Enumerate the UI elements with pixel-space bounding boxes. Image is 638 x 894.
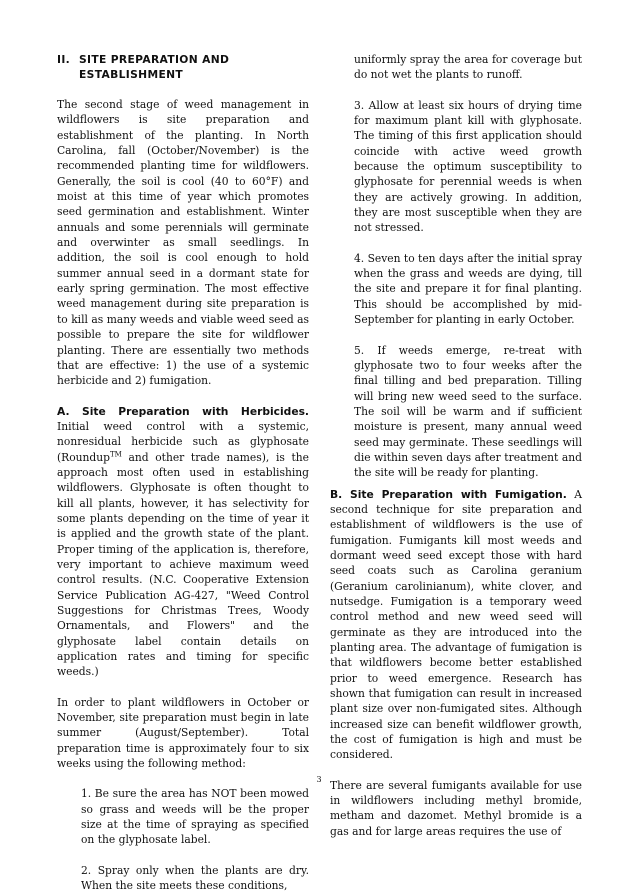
- fumigants-paragraph: There are several fumigants available for use in wildflowers including methyl bromide, metham and dazomet. Methyl bromide is a gas and for large areas requires the use of: [330, 778, 582, 838]
- step-3: 3. Allow at least six hours of drying time for maximum plant kill with glyphosate. The timing of this first application should coincide with active weed growth because the optimum susceptibility to glyphosate for perennial weeds is when they are actively growing. In addition, they are most susceptible when they are not stressed.: [354, 98, 582, 235]
- step-5: 5. If weeds emerge, re-treat with glyphosate two to four weeks after the final tilling and bed preparation. Tilling will bring new weed seed to the surface. The soil will be warm and if sufficient moisture is present, many annual weed seed may germinate. These seedlings will die within seven days after treatment and the site will be ready for planting.: [354, 343, 582, 480]
- herbicide-paragraph: [57, 404, 309, 680]
- trademark-mark: TM: [109, 450, 122, 458]
- herbicide-text-2: and other trade names), is the approach most often used in establishing wildflowers. Glyphosate is often thought to kill all plants, however, it has selectivity for some plants depending on the time of year it is applied and the growth state of the plant. Proper timing of the application is, therefore, very important to achieve maximum weed control results. (N.C. Cooperative Extension Service Publication AG-427, "Weed Control Suggestions for Christmas Trees, Woody Ornamentals, and Flowers" and the glyphosate label contain details on application rates and timing for specific weeds.): [57, 450, 309, 679]
- page-number: 3: [316, 775, 322, 784]
- herbicide-text-1: Initial weed control with a systemic, nonresidual herbicide such as glyphosate (Roundup: [57, 419, 309, 464]
- intro-paragraph: The second stage of weed management in wildflowers is site preparation and establishment of the planting. In North Carolina, fall (October/November) is the recommended planting time for wildflowers. Generally, the soil is cool (40 to 60°F) and moist at this time of year which promotes seed germination and establishment. Winter annuals and some perennials will germinate and overwinter as small seedlings. In addition, the soil is cool enough to hold summer annual seed in a dormant state for early spring germination. The most effective weed management during site preparation is to kill as many weeds and viable weed seed as possible to prepare the site for wildflower planting. There are essentially two methods that are effective: 1) the use of a systemic herbicide and 2) fumigation.: [57, 98, 309, 388]
- section-title-line1: SITE PREPARATION AND: [79, 53, 230, 66]
- planting-intro-paragraph: In order to plant wildflowers in October or November, site preparation must begin in late summer (August/September). Total preparation time is approximately four to six weeks using the following method:: [57, 695, 309, 771]
- section-heading: [57, 52, 309, 82]
- subsection-b-heading: B. Site Preparation with Fumigation.: [330, 487, 567, 501]
- section-number: II.: [57, 53, 71, 66]
- subsection-a-heading: A. Site Preparation with Herbicides.: [57, 404, 309, 418]
- step-2: 2. Spray only when the plants are dry. When the site meets these conditions,: [81, 863, 309, 893]
- fumigation-paragraph: [330, 487, 582, 763]
- step-4: 4. Seven to ten days after the initial spray when the grass and weeds are dying, till the site and prepare it for final planting. This should be accomplished by mid-September for planting in early October.: [354, 251, 582, 327]
- step-1: 1. Be sure the area has NOT been mowed so grass and weeds will be the proper size at the time of spraying as specified on the glyphosate label.: [81, 787, 309, 847]
- step-2-continued: uniformly spray the area for coverage but do not wet the plants to runoff.: [354, 53, 582, 82]
- right-column: [330, 52, 582, 839]
- left-column: [57, 52, 309, 894]
- section-title-line2: ESTABLISHMENT: [79, 68, 184, 81]
- fumigation-text: A second technique for site preparation and establishment of wildflowers is the use of fumigation. Fumigants kill most weeds and dormant weed seed except those with hard seed coats such as Carolina geranium (Geranium carolinianum), white clover, and nutsedge. Fumigation is a temporary weed control method and new weed seed will germinate as they are introduced into the planting area. The advantage of fumigation is that wildflowers become better established prior to weed emergence. Research has shown that fumigation can result in increased plant size over non-fumigated sites. Although increased size can benefit wildflower growth, the cost of fumigation is high and must be considered.: [330, 487, 582, 762]
